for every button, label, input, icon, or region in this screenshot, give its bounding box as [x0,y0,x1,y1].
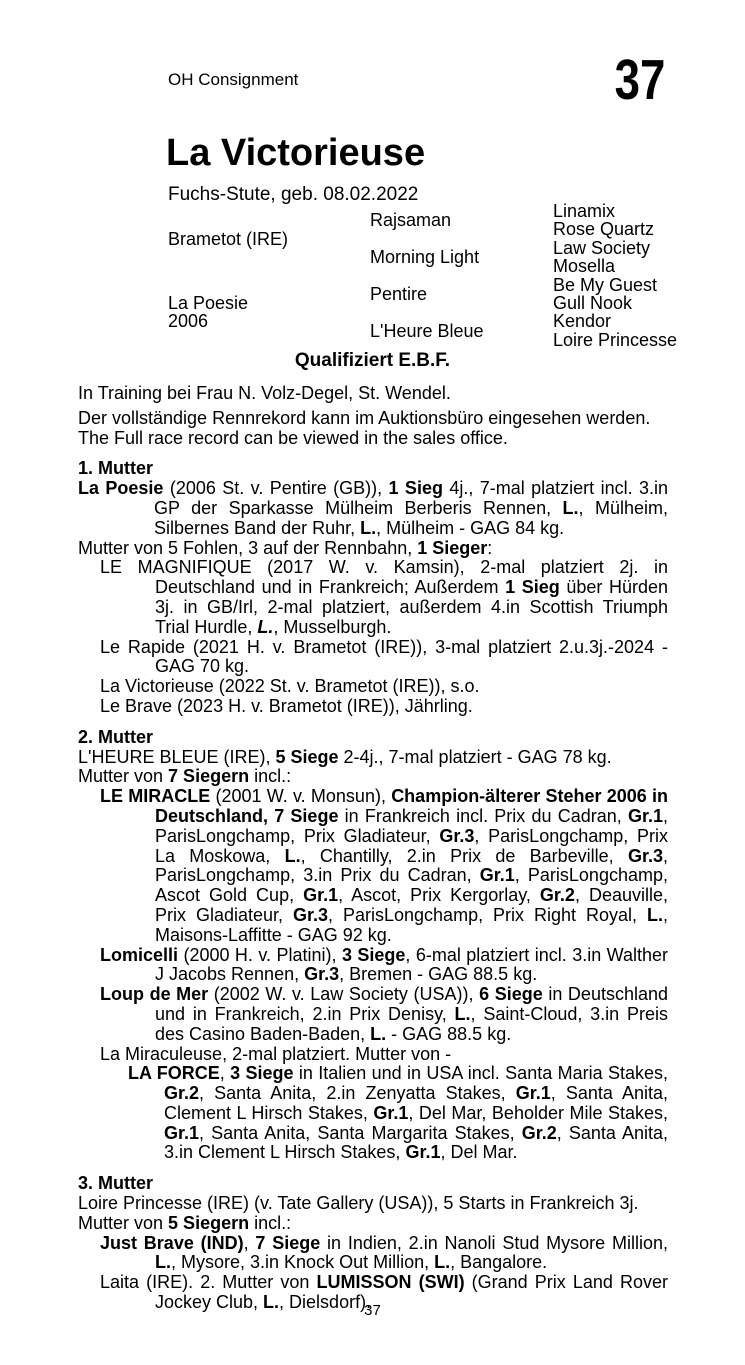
sire-sire-cell [370,202,553,239]
training-note: In Training bei Frau N. Volz-Degel, St. Wendel. [78,383,451,403]
family-paragraph: Loup de Mer (2002 W. v. Law Society (USA)), 6 Siege in Deutschland und in Frankreich, 2.in Prix Denisy, L., Saint-Cloud, 3.in Preis des Casino Baden-Baden, L. - GAG 88.5 kg. [100,984,668,1044]
dam-dam-dam-name: Loire Princesse [553,329,678,350]
mutter-sections [78,459,668,1312]
family-paragraph: Loire Princesse (IRE) (v. Tate Gallery (USA)), 5 Starts in Frankreich 3j. [78,1193,639,1214]
record-note-en: The Full race record can be viewed in the sales office. [78,427,508,448]
dam-cell [168,276,370,350]
sire-sire-name: Rajsaman [370,210,452,231]
consignor-label: OH Consignment [168,70,299,89]
dam-dam-sire-name: Kendor [553,311,612,332]
sire-sire-sire-name: Linamix [553,201,616,221]
record-note-de: Der vollständige Rennrekord kann im Auktionsbüro eingesehen werden. [78,407,651,428]
family-paragraph: La Miraculeuse, 2-mal platziert. Mutter von - [100,1043,452,1064]
qualification-note: Qualifiziert E.B.F. [294,350,451,371]
family-paragraph: La Poesie (2006 St. v. Pentire (GB)), 1 Sieg 4j., 7-mal platziert incl. 3.in GP der Sparkasse Mülheim Berberis Rennen, L., Mülheim, Silbernes Band der Ruhr, L., Mülheim - GAG 84 kg. [78,478,668,538]
family-paragraph: Lomicelli (2000 H. v. Platini), 3 Siege, 6-mal platziert incl. 3.in Walther J Jacobs Rennen, Gr.3, Bremen - GAG 88.5 kg. [100,944,668,985]
footer-page-number: 37 [364,1302,381,1319]
catalog-body-text [78,384,668,1313]
family-paragraph: Mutter von 5 Fohlen, 3 auf der Rennbahn, 1 Sieger: [78,537,493,558]
dam-sire-cell [370,276,553,313]
pedigree-table [168,202,678,349]
dam-sire-dam-name: Gull Nook [553,293,633,313]
family-paragraph: LE MAGNIFIQUE (2017 W. v. Kamsin), 2-mal platziert 2j. in Deutschland und in Frankreich; Außerdem 1 Sieg über Hürden 3j. in GB/Irl, 2-mal platziert, außerdem 4.in Scottish Triumph Trial Hurdle, L., Musselburgh. [100,557,668,637]
family-paragraph: Le Rapide (2021 H. v. Brametot (IRE)), 3-mal platziert 2.u.3j.-2024 - GAG 70 kg. [100,636,668,677]
sire-name: Brametot (IRE) [168,228,289,249]
horse-details: Fuchs-Stute, geb. 08.02.2022 [168,184,419,205]
pedigree-dam-half [168,276,678,350]
section-heading: 1. Mutter [78,458,154,479]
family-paragraph: Laita (IRE). 2. Mutter von LUMISSON (SWI) (Grand Prix Land Rover Jockey Club, L., Dielsdorf). [100,1272,668,1313]
sire-dam-name: Morning Light [370,246,480,267]
dam-dam-name: L'Heure Bleue [370,320,484,341]
family-paragraph: La Victorieuse (2022 St. v. Brametot (IRE)), s.o. [100,676,480,697]
family-paragraph: Le Brave (2023 H. v. Brametot (IRE)), Jährling. [100,695,473,716]
family-paragraph: L'HEURE BLEUE (IRE), 5 Siege 2-4j., 7-mal platziert - GAG 78 kg. [78,746,612,767]
sire-sire-dam-name: Rose Quartz [553,219,655,240]
dam-name: La Poesie [168,292,249,313]
sire-cell [168,202,370,276]
section-heading: 2. Mutter [78,726,154,747]
family-paragraph: LE MIRACLE (2001 W. v. Monsun), Champion-älterer Steher 2006 in Deutschland, 7 Siege in Frankreich incl. Prix du Cadran, Gr.1, ParisLongchamp, Prix Gladiateur, Gr.3, ParisLongchamp, Prix La Moskowa, L., Chantilly, 2.in Prix de Barbeville, Gr.3, ParisLongchamp, 3.in Prix du Cadran, Gr.1, ParisLongchamp, Ascot Gold Cup, Gr.1, Ascot, Prix Kergorlay, Gr.2, Deauville, Prix Gladiateur, Gr.3, ParisLongchamp, Prix Right Royal, L., Maisons-Laffitte - GAG 92 kg. [100,786,668,945]
lot-number: 37 [614,48,665,112]
dam-sire-name: Pentire [370,283,428,304]
family-paragraph: Just Brave (IND), 7 Siege in Indien, 2.in Nanoli Stud Mysore Million, L., Mysore, 3.in Knock Out Million, L., Bangalore. [100,1232,668,1273]
dam-sire-sire-name: Be My Guest [553,274,658,295]
sire-dam-cell [370,239,553,276]
dam-dam-cell [370,312,553,349]
dam-year: 2006 [168,311,209,332]
family-paragraph: LA FORCE, 3 Siege in Italien und in USA incl. Santa Maria Stakes, Gr.2, Santa Anita, 2.in Zenyatta Stakes, Gr.1, Santa Anita, Clement L Hirsch Stakes, Gr.1, Del Mar, Beholder Mile Stakes, Gr.1, Santa Anita, Santa Margarita Stakes, Gr.2, Santa Anita, 3.in Clement L Hirsch Stakes, Gr.1, Del Mar. [128,1063,669,1163]
pedigree-sire-half [168,202,678,276]
family-paragraph: Mutter von 7 Siegern incl.: [78,766,292,787]
section-heading: 3. Mutter [78,1173,154,1194]
family-paragraph: Mutter von 5 Siegern incl.: [78,1212,292,1233]
horse-name-title: La Victorieuse [166,132,426,174]
sire-dam-dam-name: Mosella [553,256,616,277]
sire-dam-sire-name: Law Society [553,237,651,258]
